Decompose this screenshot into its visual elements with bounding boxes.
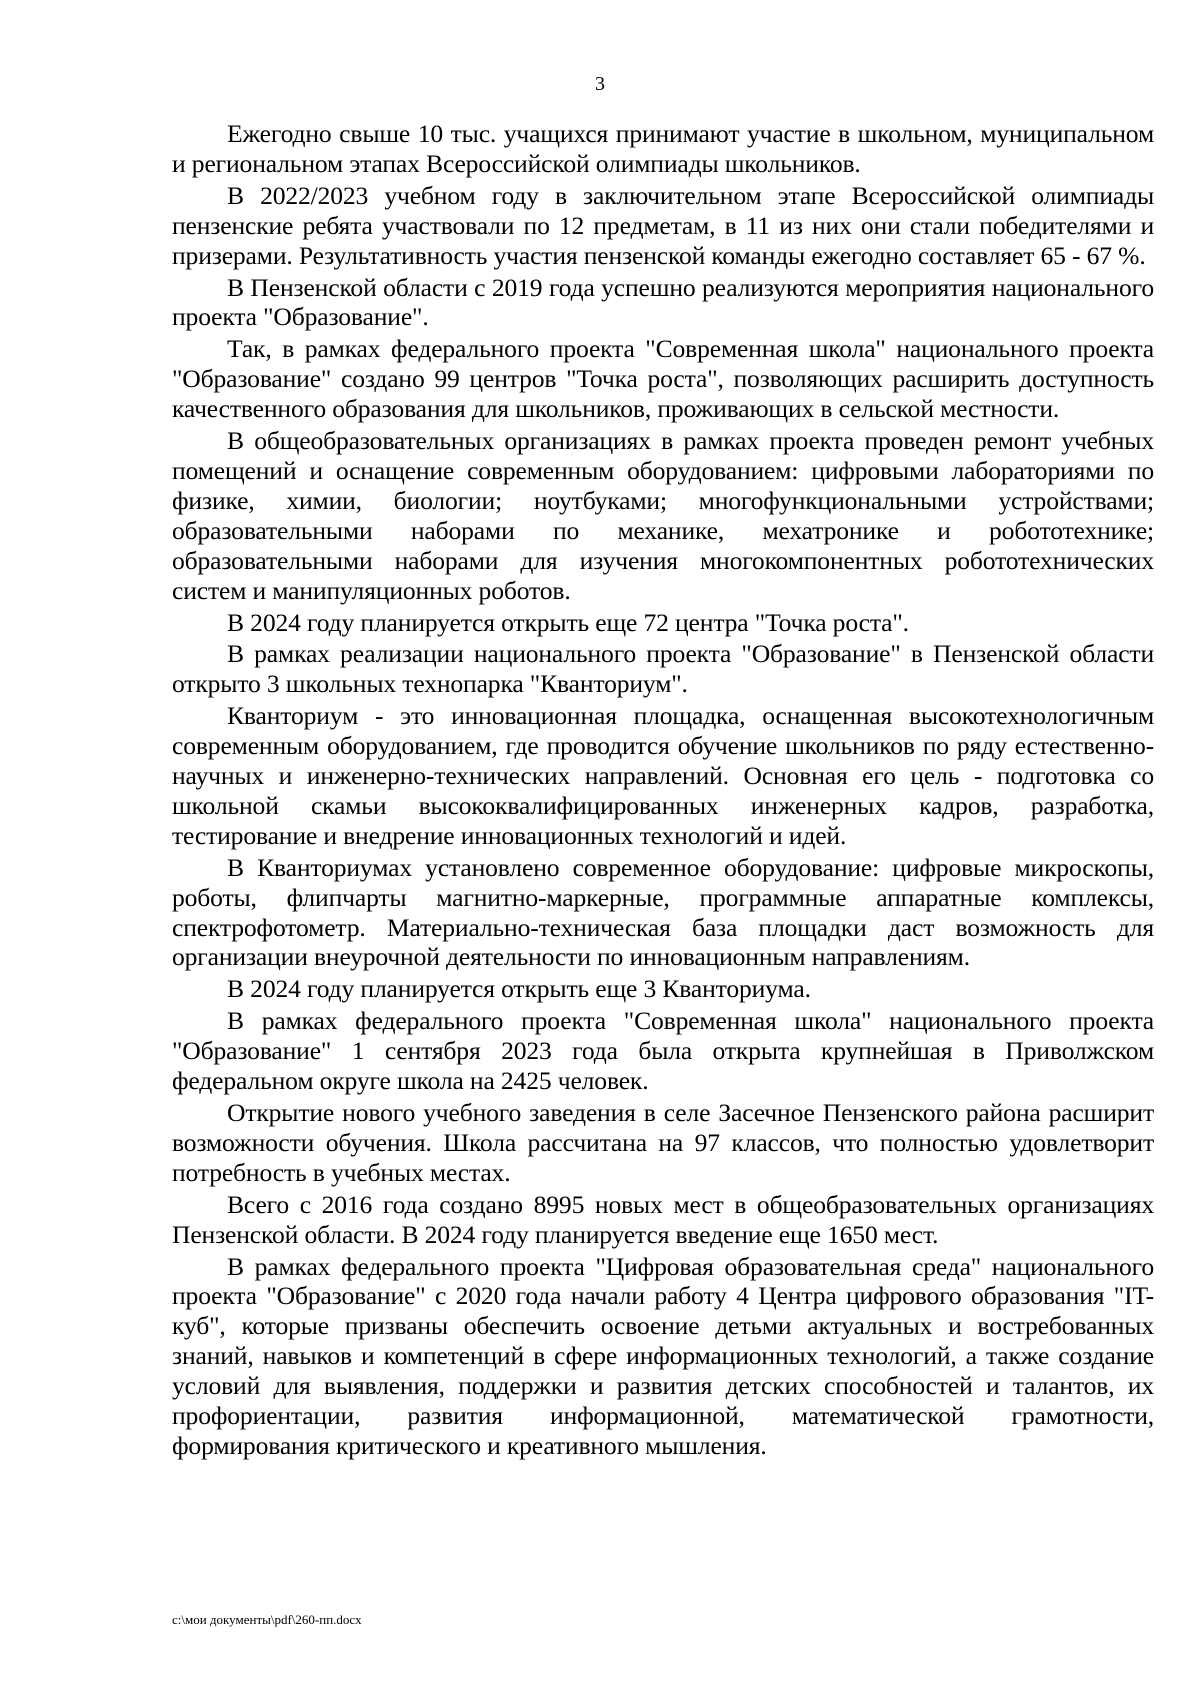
paragraph-quantorium-2024: В 2024 году планируется открыть еще 3 Кванториума. bbox=[227, 974, 811, 1004]
paragraph-largest-school: В рамках федерального проекта "Современная школа" национального проекта "Образование" 1 сентября 2023 года была открыта крупнейшая в Приволжском федеральном округе школа на 2425 человек. bbox=[172, 1006, 1154, 1096]
paragraph-quantorium-description: Кванториум - это инновационная площадка, оснащенная высокотехнологичным современным оборудованием, где проводится обучение школьников по ряду естественно-научных и инженерно-технических направлений. Основная его цель - подготовка со школьной скамьи высококвалифицированных инженерных кадров, разработка, тестирование и внедрение инновационных технологий и идей. bbox=[172, 701, 1154, 850]
paragraph-new-school-zasechnoe: Открытие нового учебного заведения в селе Засечное Пензенского района расширит возможности обучения. Школа рассчитана на 97 классов, что полностью удовлетворит потребность в учебных местах. bbox=[172, 1098, 1154, 1187]
footer-file-path: c:\мои документы\pdf\260-пп.docx bbox=[172, 1612, 362, 1627]
paragraph-quantorium-equipment: В Кванториумах установлено современное оборудование: цифровые микроскопы, роботы, флипчарты магнитно-маркерные, программные аппаратные комплексы, спектрофотометр. Материально-техническая база площадки даст возможность для организации внеурочной деятельности по инновационным направлениям. bbox=[172, 852, 1154, 972]
paragraph-growth-points-2024: В 2024 году планируется открыть еще 72 центра "Точка роста". bbox=[227, 607, 909, 637]
page-number: 3 bbox=[595, 73, 605, 95]
paragraph-olympiad-results: В 2022/2023 учебном году в заключительном этапе Всероссийской олимпиады пензенские ребята участвовали по 12 предметам, в 11 из них они стали победителями и призерами. Результативность участия пензенской команды ежегодно составляет 65 - 67 %. bbox=[172, 180, 1154, 270]
document-body bbox=[172, 119, 1154, 1463]
paragraph-equipment: В общеобразовательных организациях в рамках проекта проведен ремонт учебных помещений и оснащение современным оборудованием: цифровыми лабораториями по физике, химии, биологии; ноутбуками; многофункциональными устройствами; образовательными наборами по механике, мехатронике и робототехнике; образовательными наборами для изучения многокомпонентных робототехнических систем и манипуляционных роботов. bbox=[172, 426, 1154, 605]
paragraph-growth-points: Так, в рамках федерального проекта "Современная школа" национального проекта "Образование" создано 99 центров "Точка роста", позволяющих расширить доступность качественного образования для школьников, проживающих в сельской местности. bbox=[172, 334, 1154, 424]
paragraph-it-cube: В рамках федерального проекта "Цифровая образовательная среда" национального проекта "Образование" с 2020 года начали работу 4 Центра цифрового образования "IT-куб", которые призваны обеспечить освоение детьми актуальных и востребованных знаний, навыков и компетенций в сфере информационных технологий, а также создание условий для выявления, поддержки и развития детских способностей и талантов, их профориентации, развития информационной, математической грамотности, формирования критического и креативного мышления. bbox=[172, 1251, 1154, 1460]
paragraph-new-places: Всего с 2016 года создано 8995 новых мест в общеобразовательных организациях Пензенской области. В 2024 году планируется введение еще 1650 мест. bbox=[172, 1189, 1154, 1249]
paragraph-national-project: В Пензенской области с 2019 года успешно реализуются мероприятия национального проекта "Образование". bbox=[172, 272, 1154, 332]
paragraph-quantorium-opened: В рамках реализации национального проекта "Образование" в Пензенской области открыто 3 школьных технопарка "Кванториум". bbox=[172, 639, 1154, 699]
paragraph-olympiad-participation: Ежегодно свыше 10 тыс. учащихся принимают участие в школьном, муниципальном и региональном этапах Всероссийской олимпиады школьников. bbox=[172, 119, 1154, 178]
